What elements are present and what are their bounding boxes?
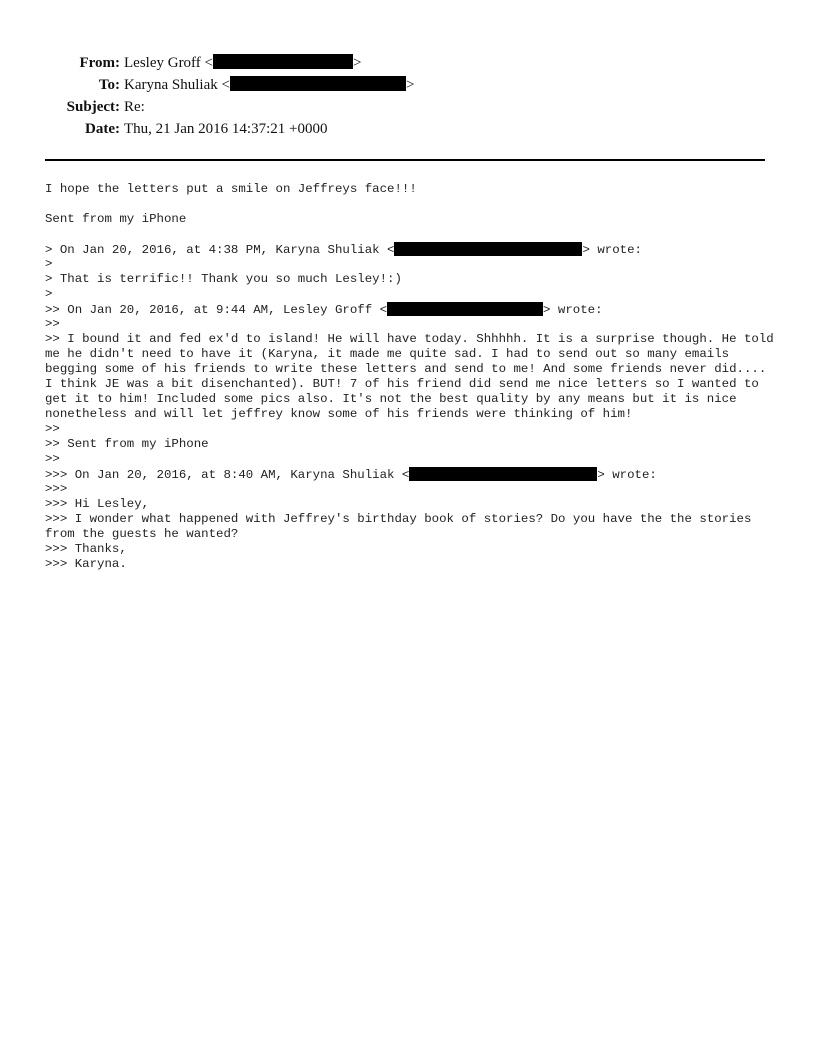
quote-line: >>> Hi Lesley, (45, 497, 150, 511)
quote-intro (45, 242, 780, 257)
quote-paragraph: >> I bound it and fed ex'd to island! He will have today. Shhhhh. It is a surprise though. He told me he didn't need to have it (Karyna, it made me quite sad. I had to send out so many emails begging some of his friends to write these letters and send to me! And some friends never did.... I think JE was a bit disenchanted). BUT! 7 of his friend did send me nice letters so I wanted to get it to him! Included some pics also. It's not the best quality by any means but it is nice nonetheless and will let jeffrey know some of his friends were thinking of him! (45, 332, 774, 421)
quote-intro-text: > On Jan 20, 2016, at 4:38 PM, Karyna Shuliak < (45, 243, 395, 257)
quote-line: >>> (45, 482, 68, 496)
subject-label: Subject: (66, 99, 120, 115)
quote-line: >>> Karyna. (45, 557, 127, 571)
quote-line: > (45, 287, 53, 301)
redaction-box (230, 76, 406, 91)
to-value (124, 76, 414, 94)
quote-intro-text: >> On Jan 20, 2016, at 9:44 AM, Lesley Groff < (45, 303, 388, 317)
to-close: > (405, 77, 415, 93)
redaction-box (394, 242, 582, 256)
quote-line: > That is terrific!! Thank you so much Lesley!:) (45, 272, 402, 286)
quote-intro-text: >>> On Jan 20, 2016, at 8:40 AM, Karyna Shuliak < (45, 468, 410, 482)
quote-line: >> (45, 422, 60, 436)
header-divider (45, 159, 765, 161)
quote-line: >> (45, 452, 60, 466)
subject-value: Re: (124, 99, 145, 115)
quote-line: >> (45, 317, 60, 331)
redaction-box (387, 302, 543, 316)
body-line: Sent from my iPhone (45, 212, 187, 226)
redaction-box (409, 467, 597, 481)
date-value: Thu, 21 Jan 2016 14:37:21 +0000 (124, 121, 328, 137)
email-body (45, 182, 780, 572)
from-close: > (353, 55, 362, 71)
from-value (124, 54, 361, 72)
quote-intro (45, 302, 780, 317)
date-label: Date: (85, 121, 120, 137)
quote-line: >> Sent from my iPhone (45, 437, 209, 451)
quote-paragraph: >>> I wonder what happened with Jeffrey's birthday book of stories? Do you have the the stories from the guests he wanted? (45, 512, 752, 541)
quote-intro-wrote: > wrote: (543, 303, 603, 317)
body-line: I hope the letters put a smile on Jeffreys face!!! (45, 182, 417, 196)
redaction-box (213, 54, 353, 69)
quote-line: >>> Thanks, (45, 542, 127, 556)
from-label: From: (79, 55, 120, 71)
to-name: Karyna Shuliak < (124, 77, 230, 93)
quote-intro-wrote: > wrote: (597, 468, 657, 482)
quote-line: > (45, 257, 53, 271)
from-name: Lesley Groff < (124, 55, 213, 71)
to-label: To: (98, 77, 120, 93)
quote-intro-wrote: > wrote: (582, 243, 642, 257)
quote-intro (45, 467, 780, 482)
